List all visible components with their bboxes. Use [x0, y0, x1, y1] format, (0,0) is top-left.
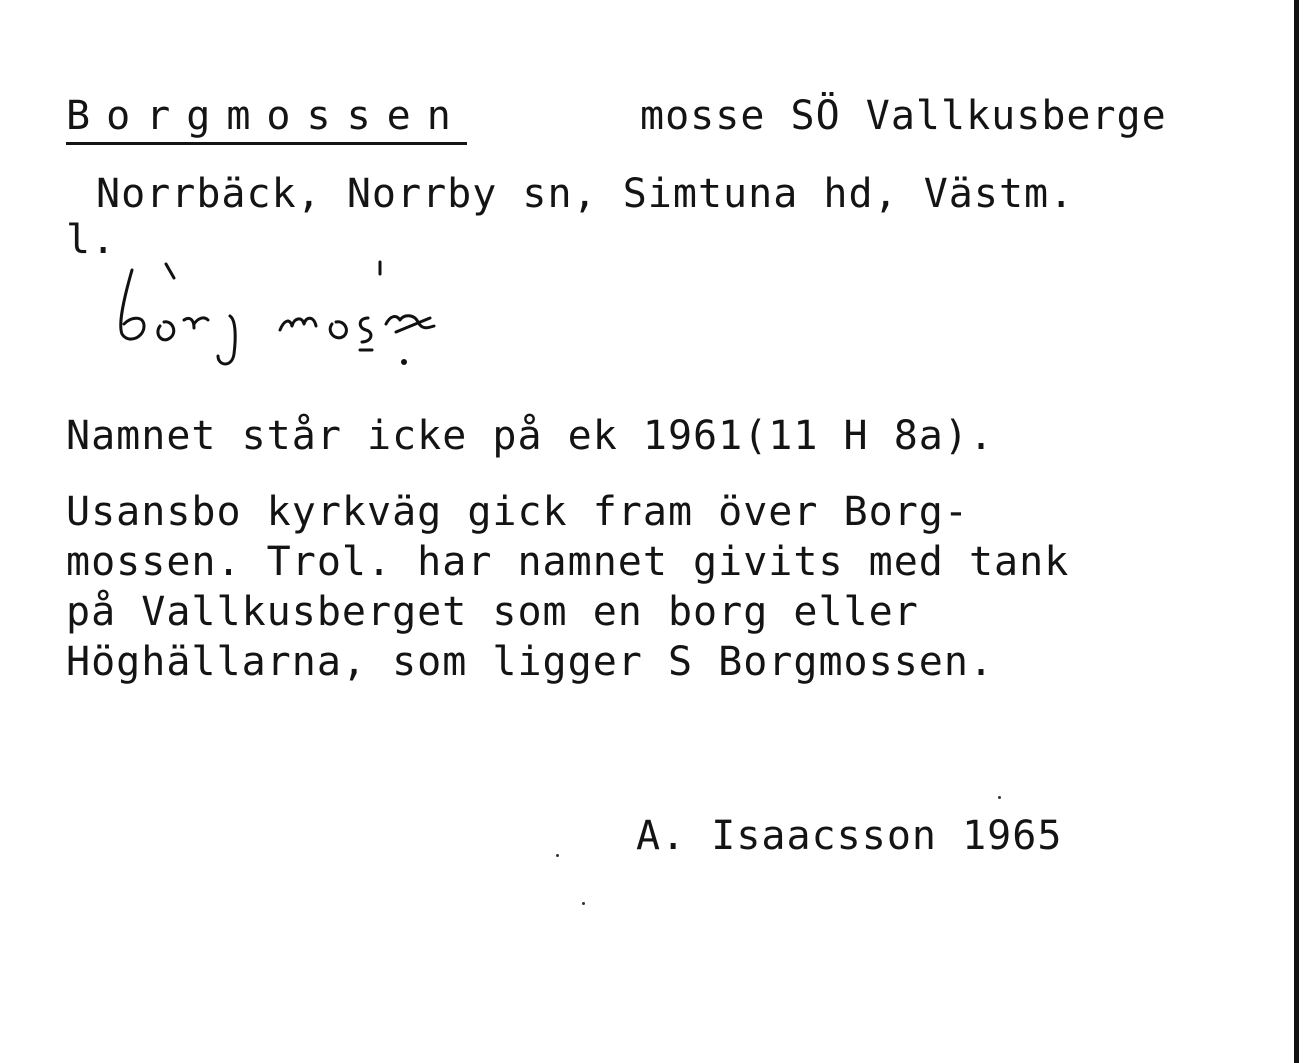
body-line-1: Usansbo kyrkväg gick fram över Borg-	[66, 489, 969, 535]
headword: Borgmossen	[66, 92, 467, 145]
paper-speck	[556, 854, 559, 857]
signature: A. Isaacsson 1965	[636, 813, 1063, 859]
card-edge-border	[1294, 0, 1299, 1063]
location-line-2: l.	[66, 217, 117, 263]
paper-speck	[582, 902, 585, 905]
body-line-2: mossen. Trol. har namnet givits med tank	[66, 539, 1070, 585]
map-note: Namnet står icke på ek 1961(11 H 8a).	[66, 413, 995, 459]
handwritten-pronunciation	[110, 258, 510, 378]
paper-speck	[998, 796, 1001, 799]
headword-description: mosse SÖ Vallkusberge	[640, 93, 1167, 139]
location-line-1: Norrbäck, Norrby sn, Simtuna hd, Västm.	[96, 171, 1075, 217]
body-line-3: på Vallkusberget som en borg eller	[66, 589, 919, 635]
body-line-4: Höghällarna, som ligger S Borgmossen.	[66, 639, 995, 685]
